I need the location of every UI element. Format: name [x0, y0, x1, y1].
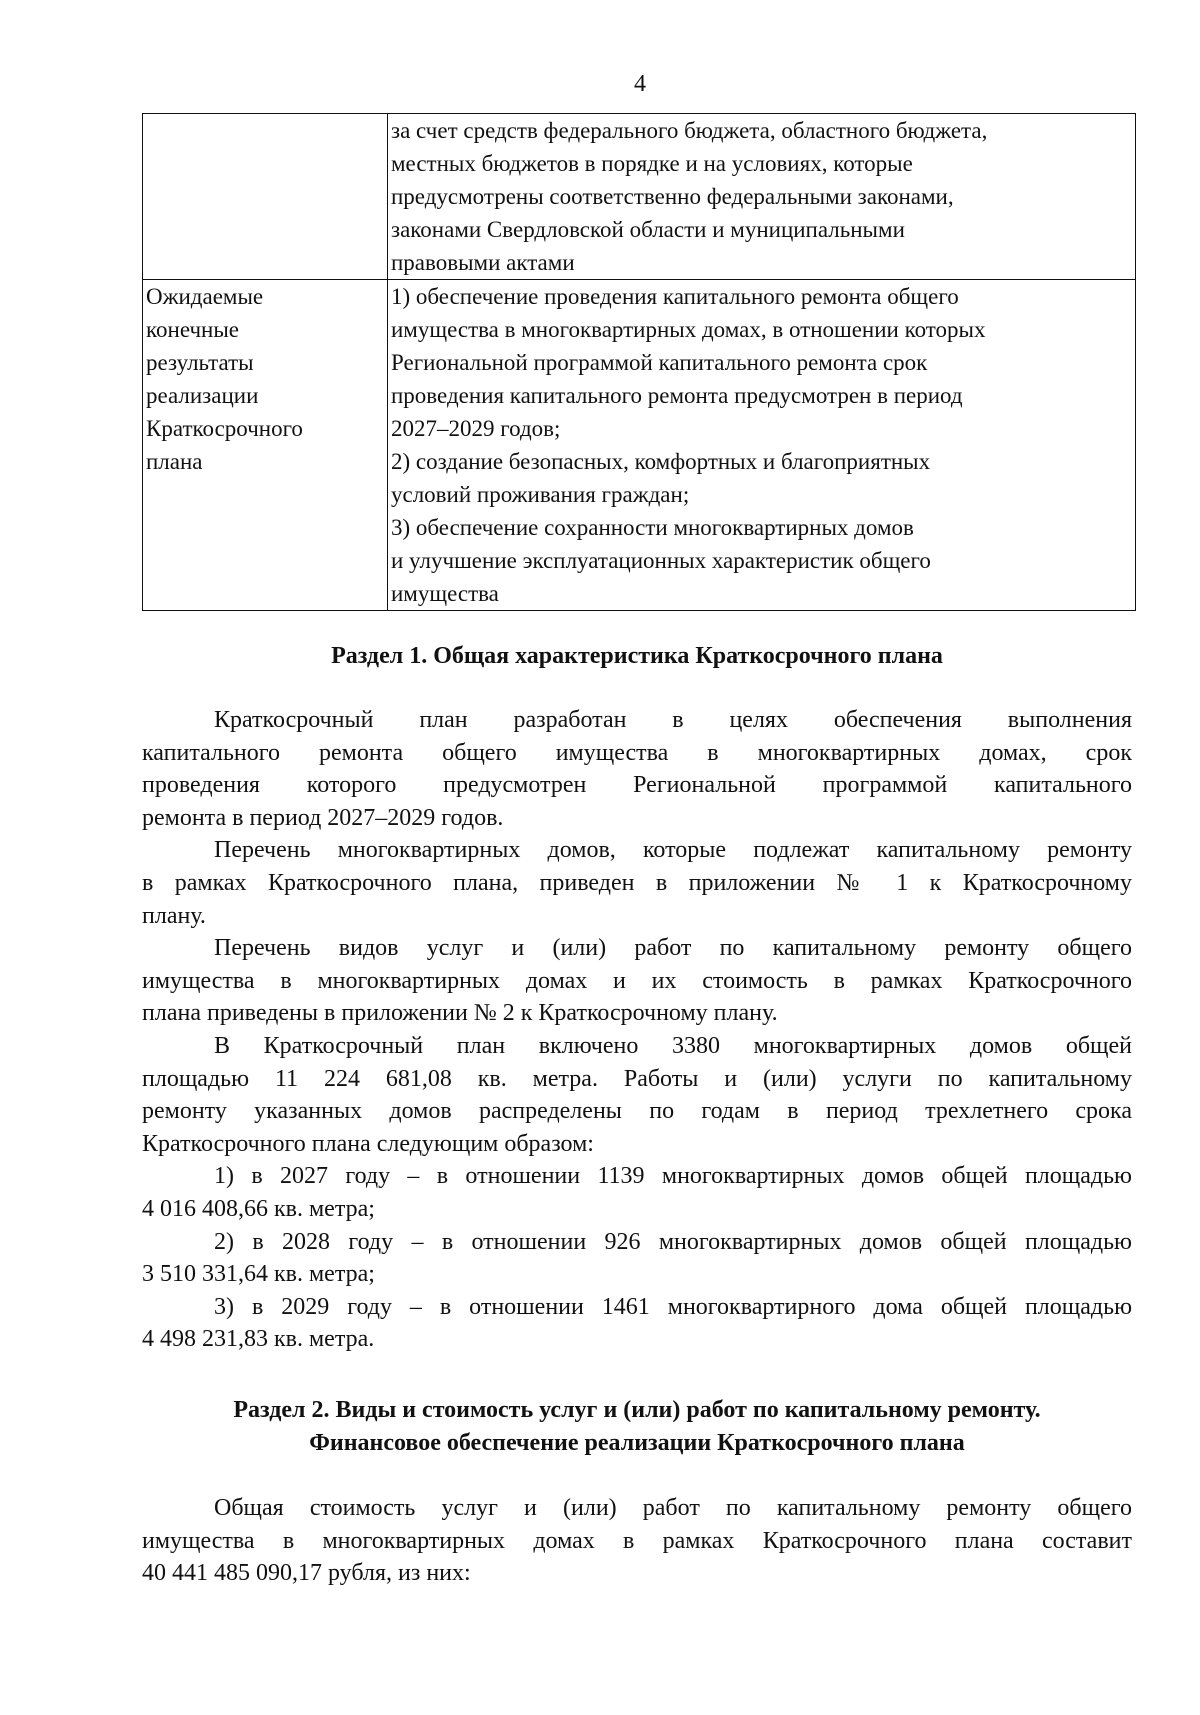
cell-line: местных бюджетов в порядке и на условиях, которые [391, 151, 913, 176]
cell-line: за счет средств федерального бюджета, областного бюджета, [391, 118, 988, 143]
cell-line: 3) обеспечение сохранности многоквартирных домов [391, 515, 914, 540]
cell-line: предусмотрены соответственно федеральными законами, [391, 184, 954, 209]
cell-line: Краткосрочного [146, 416, 303, 441]
cell-line: 2027–2029 годов; [391, 416, 561, 441]
text-line: проведения которого предусмотрен Региональной программой капитального [142, 772, 1132, 799]
cell-line: имущества [391, 581, 499, 606]
text-line: 3) в 2029 году – в отношении 1461 многоквартирного дома общей площадью [214, 1293, 1132, 1320]
text-line: 4 498 231,83 кв. метра. [142, 1326, 375, 1353]
section-1-body [142, 704, 1132, 1356]
cell-line: 1) обеспечение проведения капитального ремонта общего [391, 284, 959, 309]
cell-line: 2) создание безопасных, комфортных и благоприятных [391, 449, 931, 474]
text-line: Краткосрочный план разработан в целях обеспечения выполнения [214, 707, 1132, 733]
text-line: плану. [142, 902, 206, 929]
cell-line: конечные [146, 317, 239, 342]
cell-line: проведения капитального ремонта предусмотрен в период [391, 383, 963, 408]
text-line: Перечень видов услуг и (или) работ по капитальному ремонту общего [214, 935, 1132, 962]
cell-line: реализации [146, 383, 259, 408]
paragraph [142, 1030, 1132, 1160]
paragraph [142, 704, 1132, 834]
section-1-heading: Раздел 1. Общая характеристика Краткосрочного плана [331, 643, 943, 669]
cell-line: и улучшение эксплуатационных характеристик общего [391, 548, 931, 573]
table-cell-expected-results-label [143, 280, 388, 611]
list-item [142, 1291, 1132, 1356]
table-row [143, 114, 1136, 280]
heading-line: Раздел 2. Виды и стоимость услуг и (или) работ по капитальному ремонту. [233, 1397, 1041, 1423]
cell-line: законами Свердловской области и муниципальными [391, 217, 905, 242]
text-line: 4 016 408,66 кв. метра; [142, 1195, 375, 1222]
text-line: Перечень многоквартирных домов, которые подлежат капитальному ремонту [214, 837, 1132, 864]
text-line: В Краткосрочный план включено 3380 многоквартирных домов общей [214, 1032, 1132, 1059]
paragraph [142, 932, 1132, 1030]
text-line: в рамках Краткосрочного плана, приведен в приложении № 1 к Краткосрочному [142, 869, 1132, 896]
list-item [142, 1160, 1132, 1225]
cell-line: результаты [146, 350, 254, 375]
plan-passport-table [142, 113, 1136, 611]
text-line: 40 441 485 090,17 рубля, из них: [142, 1560, 471, 1587]
text-line: Краткосрочного плана следующим образом: [142, 1130, 594, 1157]
text-line: капитального ремонта общего имущества в многоквартирных домах, срок [142, 739, 1132, 766]
cell-line: Ожидаемые [146, 284, 264, 309]
text-line: плана приведены в приложении № 2 к Краткосрочному плану. [142, 1000, 778, 1027]
cell-line: имущества в многоквартирных домах, в отношении которых [391, 317, 986, 342]
list-item [142, 1226, 1132, 1291]
text-line: Общая стоимость услуг и (или) работ по капитальному ремонту общего [214, 1495, 1132, 1521]
table-cell-label [143, 114, 388, 280]
cell-line: правовыми актами [391, 250, 575, 275]
section-2-body [142, 1492, 1132, 1590]
text-line: площадью 11 224 681,08 кв. метра. Работы и (или) услуги по капитальному [142, 1065, 1132, 1092]
text-line: ремонта в период 2027–2029 годов. [142, 804, 504, 831]
text-line: имущества в многоквартирных домах и их стоимость в рамках Краткосрочного [142, 967, 1132, 994]
heading-line: Финансовое обеспечение реализации Краткосрочного плана [309, 1430, 965, 1456]
text-line: 1) в 2027 году – в отношении 1139 многоквартирных домов общей площадью [214, 1163, 1132, 1190]
cell-line: условий проживания граждан; [391, 482, 690, 507]
table-cell-funding-value [388, 114, 1136, 280]
paragraph [142, 1492, 1132, 1590]
text-line: 3 510 331,64 кв. метра; [142, 1261, 375, 1288]
page-number: 4 [634, 71, 646, 97]
text-line: ремонту указанных домов распределены по годам в период трехлетнего срока [142, 1098, 1132, 1125]
table-row [143, 280, 1136, 611]
text-line: 2) в 2028 году – в отношении 926 многоквартирных домов общей площадью [214, 1228, 1132, 1255]
text-line: имущества в многоквартирных домах в рамках Краткосрочного плана составит [142, 1527, 1132, 1554]
table-cell-expected-results-value [388, 280, 1136, 611]
cell-line: плана [146, 449, 203, 474]
section-2-heading [142, 1394, 1132, 1460]
paragraph [142, 834, 1132, 932]
cell-line: Региональной программой капитального ремонта срок [391, 350, 928, 375]
